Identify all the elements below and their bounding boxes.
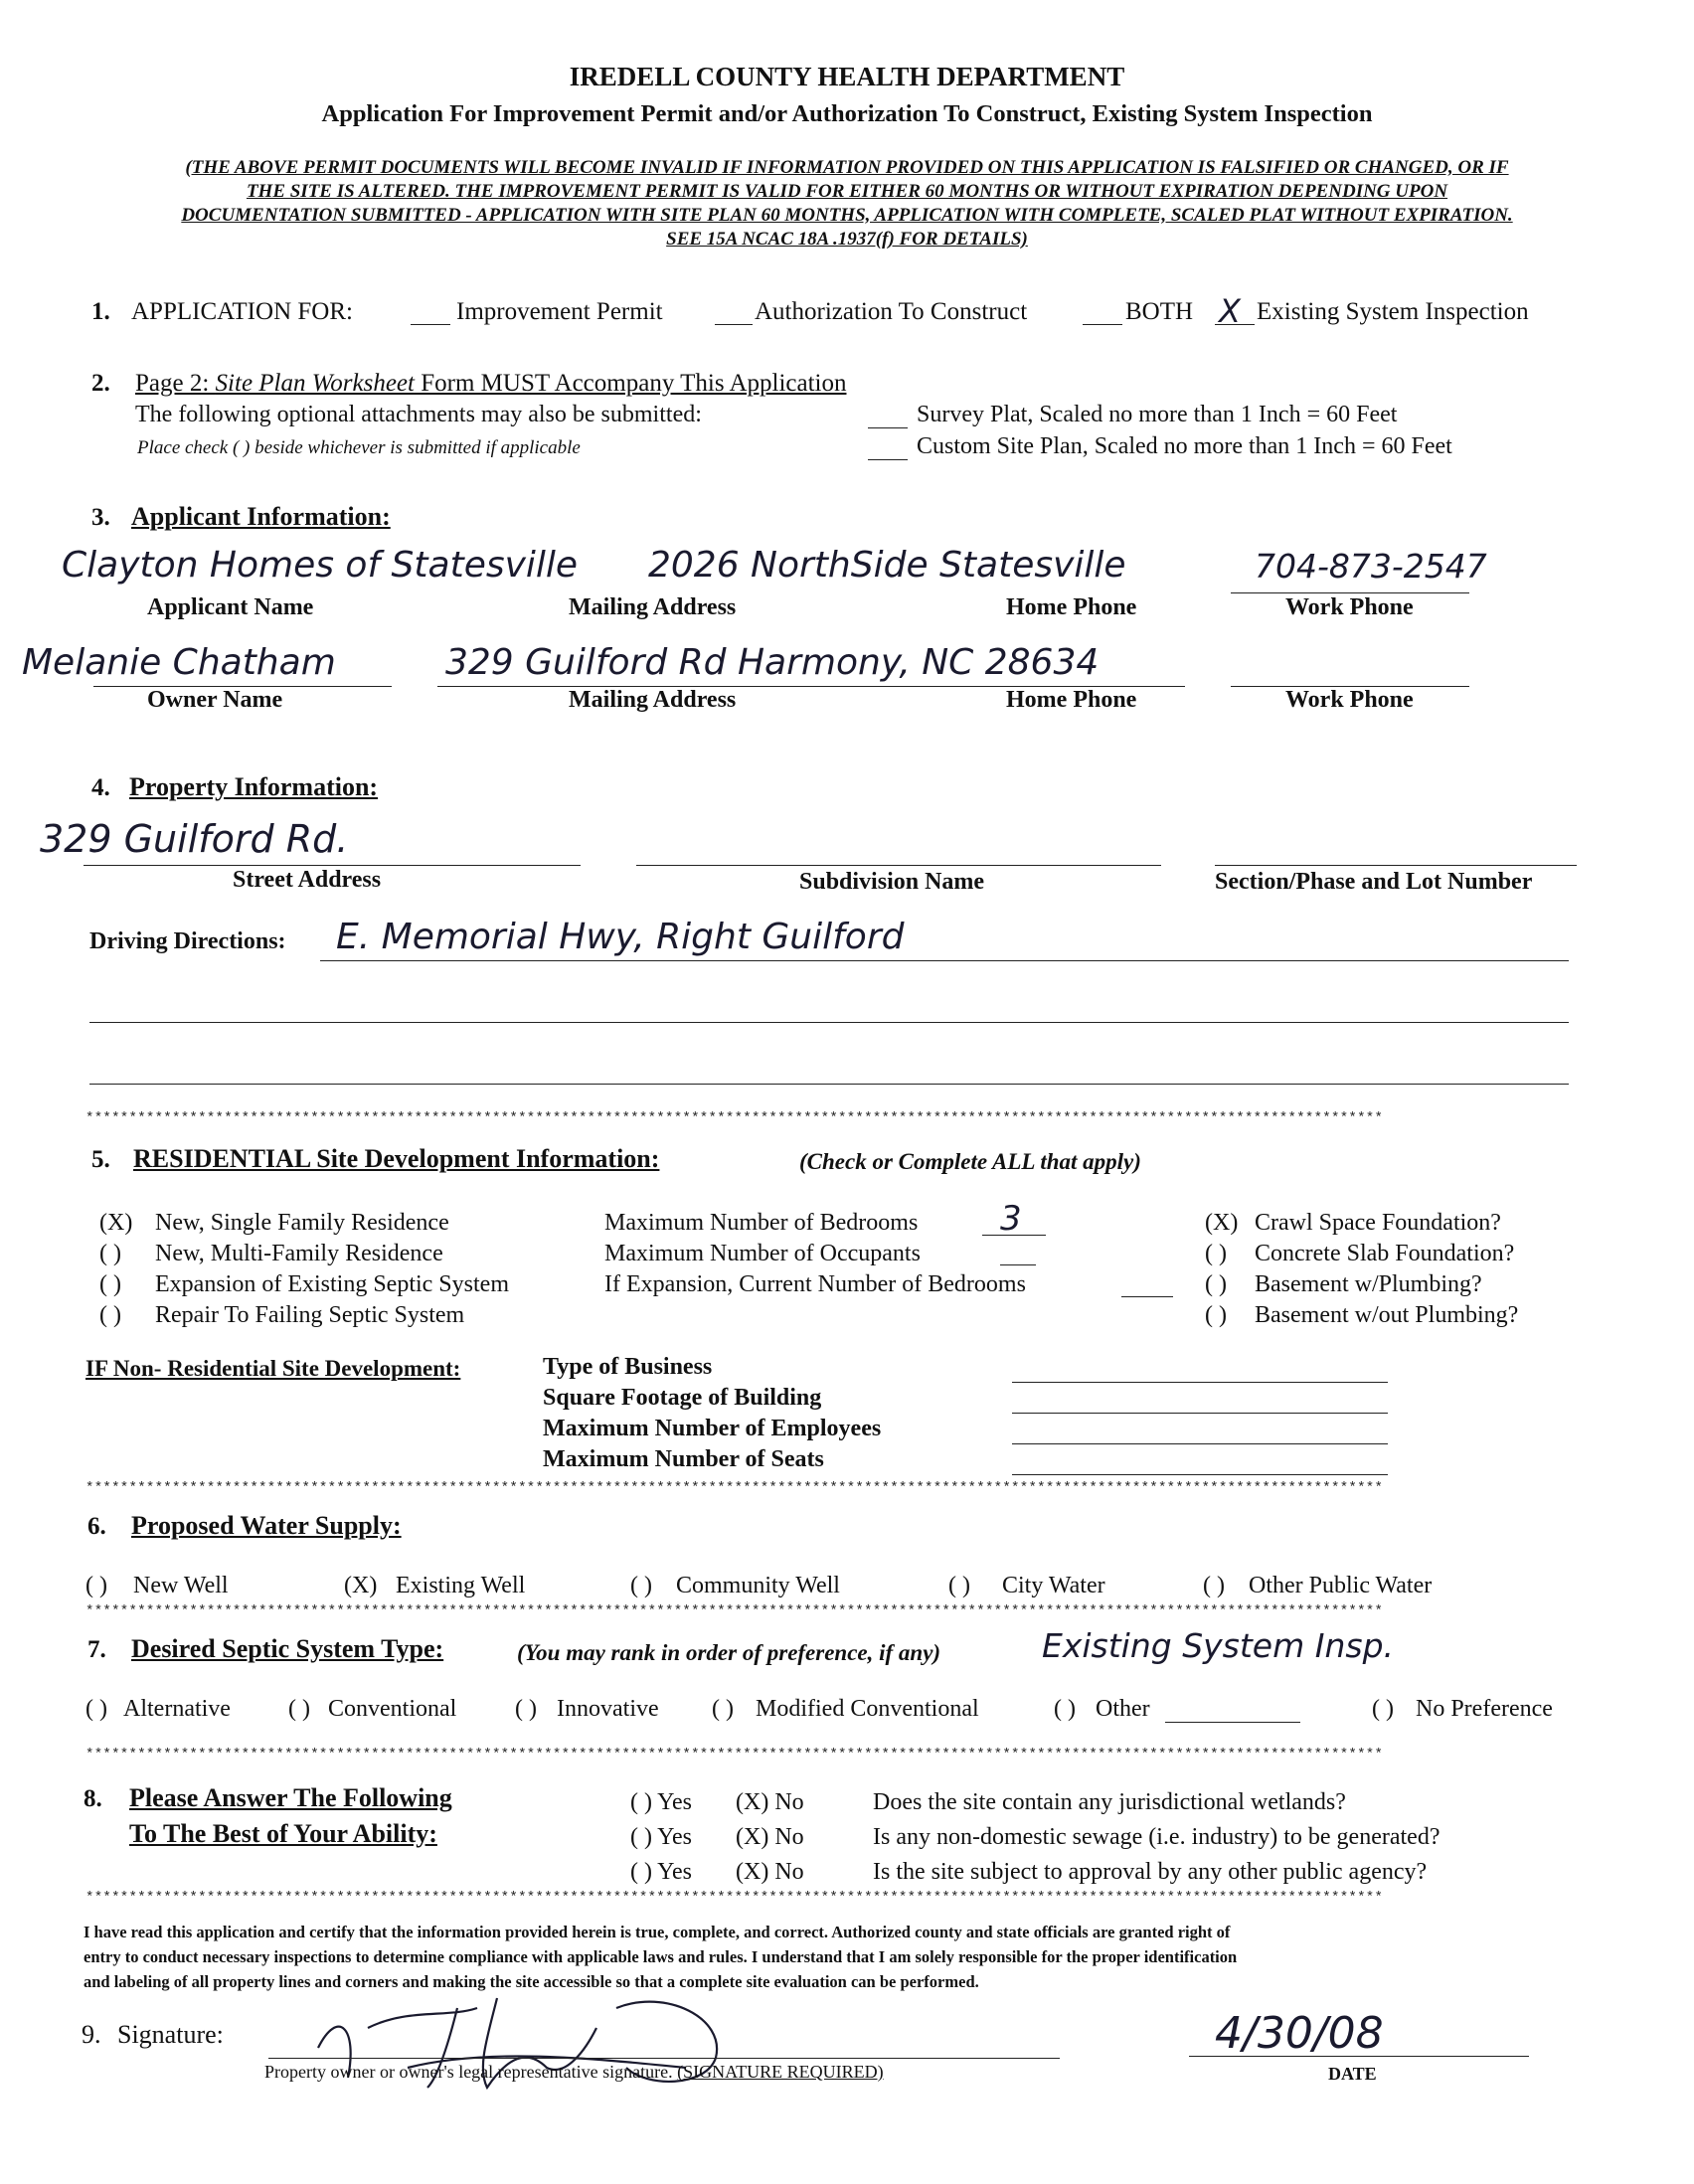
owner-address-value[interactable]: 329 Guilford Rd Harmony, NC 28634: [445, 642, 1100, 683]
agency-yes-checkbox[interactable]: ( ) Yes: [630, 1859, 693, 1885]
max-occupants-label: Maximum Number of Occupants: [604, 1241, 921, 1266]
expansion-checkbox[interactable]: ( ): [99, 1271, 121, 1297]
basement-plumbing-checkbox[interactable]: ( ): [1205, 1271, 1227, 1297]
modified-conventional-checkbox[interactable]: ( ): [712, 1696, 734, 1722]
owner-work-phone-label: Work Phone: [1285, 687, 1414, 713]
conventional-checkbox[interactable]: ( ): [288, 1696, 310, 1722]
sewage-yes-checkbox[interactable]: ( ) Yes: [630, 1824, 693, 1850]
max-bedrooms-value[interactable]: 3: [1000, 1199, 1022, 1239]
conventional-label: Conventional: [328, 1696, 457, 1722]
street-address-label: Street Address: [233, 867, 382, 893]
authorization-label: Authorization To Construct: [755, 298, 1028, 325]
community-well-checkbox[interactable]: ( ): [630, 1573, 652, 1598]
date-label: DATE: [1328, 2064, 1377, 2084]
wetlands-no-checkbox[interactable]: (X) No: [736, 1789, 804, 1815]
separator: ******************************************************************************************************************************************************: [85, 1891, 1384, 1905]
concrete-slab-checkbox[interactable]: ( ): [1205, 1241, 1227, 1266]
section-number: 9.: [82, 2020, 101, 2049]
optional-attachments-text: The following optional attachments may also be submitted:: [135, 402, 702, 427]
home-phone-label: Home Phone: [1006, 594, 1137, 620]
section-lot-line[interactable]: [1215, 865, 1577, 866]
max-bedrooms-line: [982, 1235, 1046, 1236]
section-number: 3.: [91, 504, 110, 531]
max-occupants-line[interactable]: [1000, 1264, 1036, 1265]
property-information-title: Property Information:: [129, 772, 379, 801]
community-well-label: Community Well: [676, 1573, 840, 1598]
square-footage-label: Square Footage of Building: [543, 1385, 822, 1411]
section-number: 5.: [91, 1146, 110, 1173]
questions-title-2: To The Best of Your Ability:: [129, 1819, 437, 1848]
new-well-checkbox[interactable]: ( ): [85, 1573, 107, 1598]
disclaimer-line: DOCUMENTATION SUBMITTED - APPLICATION WITH SITE PLAN 60 MONTHS, APPLICATION WITH COMPLETE, SCALED PLAT WITHOUT EXPIRATION.: [181, 205, 1513, 226]
max-seats-label: Maximum Number of Seats: [543, 1446, 824, 1472]
section-number: 6.: [87, 1513, 106, 1540]
site-plan-prefix: Page 2:: [135, 370, 216, 397]
basement-no-plumbing-checkbox[interactable]: ( ): [1205, 1302, 1227, 1328]
no-preference-checkbox[interactable]: ( ): [1372, 1696, 1394, 1722]
multi-family-label: New, Multi-Family Residence: [155, 1241, 443, 1266]
basement-no-plumbing-label: Basement w/out Plumbing?: [1255, 1302, 1519, 1328]
applicant-name-value[interactable]: Clayton Homes of Statesville: [62, 545, 579, 586]
current-bedrooms-label: If Expansion, Current Number of Bedrooms: [604, 1271, 1026, 1297]
agency-no-checkbox[interactable]: (X) No: [736, 1859, 804, 1885]
section-number: 4.: [91, 774, 110, 801]
existing-well-checkbox[interactable]: (X): [344, 1573, 378, 1598]
max-seats-line[interactable]: [1012, 1474, 1388, 1475]
existing-system-label: Existing System Inspection: [1257, 298, 1529, 325]
subdivision-line[interactable]: [636, 865, 1161, 866]
certification-line: entry to conduct necessary inspections to determine compliance with applicable laws and rules. I understand that I am solely responsible for the proper identification: [84, 1947, 1238, 1966]
certification-line: I have read this application and certify that the information provided herein is true, complete, and correct. Authorized county and state officials are granted right of: [84, 1923, 1231, 1941]
other-public-water-label: Other Public Water: [1249, 1573, 1433, 1598]
type-of-business-label: Type of Business: [543, 1354, 713, 1380]
multi-family-checkbox[interactable]: ( ): [99, 1241, 121, 1266]
current-bedrooms-line[interactable]: [1121, 1296, 1173, 1297]
street-address-line: [84, 865, 581, 866]
signature-label: Signature:: [117, 2020, 224, 2049]
disclaimer-line: SEE 15A NCAC 18A .1937(f) FOR DETAILS): [666, 229, 1028, 250]
max-bedrooms-label: Maximum Number of Bedrooms: [604, 1210, 919, 1236]
other-septic-label: Other: [1096, 1696, 1150, 1722]
crawl-space-label: Crawl Space Foundation?: [1255, 1210, 1501, 1236]
single-family-label: New, Single Family Residence: [155, 1210, 449, 1236]
site-plan-worksheet: Site Plan Worksheet: [215, 370, 415, 397]
section-number: 1.: [91, 298, 110, 325]
expansion-label: Expansion of Existing Septic System: [155, 1271, 509, 1297]
section-number: 7.: [87, 1636, 106, 1663]
type-of-business-line[interactable]: [1012, 1382, 1388, 1383]
repair-label: Repair To Failing Septic System: [155, 1302, 465, 1328]
agency-question: Is the site subject to approval by any other public agency?: [873, 1859, 1428, 1885]
driving-directions-label: Driving Directions:: [89, 928, 286, 954]
owner-name-label: Owner Name: [147, 687, 283, 713]
directions-line-2[interactable]: [89, 1022, 1569, 1023]
applicant-address-value[interactable]: 2026 NorthSide Statesville: [648, 545, 1126, 586]
site-plan-requirement: [135, 370, 846, 398]
applicant-name-label: Applicant Name: [147, 594, 314, 620]
alternative-label: Alternative: [123, 1696, 231, 1722]
repair-checkbox[interactable]: ( ): [99, 1302, 121, 1328]
section-number: 8.: [84, 1785, 102, 1812]
mailing-address-label: Mailing Address: [569, 594, 737, 620]
signature-line[interactable]: [268, 2058, 1060, 2059]
subdivision-label: Subdivision Name: [799, 869, 985, 895]
non-residential-label: IF Non- Residential Site Development:: [85, 1356, 461, 1381]
separator: ******************************************************************************************************************************************************: [85, 1748, 1384, 1762]
square-footage-line[interactable]: [1012, 1413, 1388, 1414]
work-phone-label: Work Phone: [1285, 594, 1414, 620]
signature-caption: [264, 2062, 884, 2083]
wetlands-question: Does the site contain any jurisdictional wetlands?: [873, 1789, 1346, 1815]
new-well-label: New Well: [133, 1573, 229, 1598]
street-address-value[interactable]: 329 Guilford Rd.: [40, 817, 349, 861]
both-checkbox-line[interactable]: [1083, 324, 1122, 325]
innovative-checkbox[interactable]: ( ): [515, 1696, 537, 1722]
other-septic-checkbox[interactable]: ( ): [1054, 1696, 1076, 1722]
form-subtitle: Application For Improvement Permit and/or Authorization To Construct, Existing System Inspection: [321, 100, 1373, 127]
owner-name-value[interactable]: Melanie Chatham: [22, 642, 336, 683]
max-employees-line[interactable]: [1012, 1443, 1388, 1444]
directions-line-3[interactable]: [89, 1084, 1569, 1085]
section-number: 2.: [91, 370, 110, 397]
alternative-checkbox[interactable]: ( ): [85, 1696, 107, 1722]
work-phone-line: [1231, 592, 1469, 593]
separator: ******************************************************************************************************************************************************: [85, 1111, 1384, 1125]
concrete-slab-label: Concrete Slab Foundation?: [1255, 1241, 1515, 1266]
other-septic-line[interactable]: [1165, 1722, 1300, 1723]
water-supply-title: Proposed Water Supply:: [131, 1511, 402, 1540]
max-employees-label: Maximum Number of Employees: [543, 1416, 882, 1441]
other-public-water-checkbox[interactable]: ( ): [1203, 1573, 1225, 1598]
city-water-checkbox[interactable]: ( ): [948, 1573, 970, 1598]
improvement-permit-label: Improvement Permit: [456, 298, 663, 325]
authorization-checkbox-line[interactable]: [715, 324, 753, 325]
certification-line: and labeling of all property lines and corners and making the site accessible so that a complete site evaluation can be performed.: [84, 1972, 979, 1991]
form-title: IREDELL COUNTY HEALTH DEPARTMENT: [569, 62, 1125, 91]
existing-well-label: Existing Well: [396, 1573, 526, 1598]
improvement-permit-checkbox-line[interactable]: [411, 324, 450, 325]
survey-plat-label: Survey Plat, Scaled no more than 1 Inch = 60 Feet: [917, 402, 1398, 427]
separator: ******************************************************************************************************************************************************: [85, 1604, 1384, 1618]
septic-type-title: Desired Septic System Type:: [131, 1634, 444, 1663]
driving-directions-value[interactable]: E. Memorial Hwy, Right Guilford: [336, 917, 905, 957]
both-label: BOTH: [1125, 298, 1194, 325]
residential-title: RESIDENTIAL Site Development Information:: [133, 1144, 660, 1173]
applicant-information-title: Applicant Information:: [131, 502, 391, 531]
innovative-label: Innovative: [557, 1696, 659, 1722]
application-for-label: APPLICATION FOR:: [131, 298, 353, 325]
septic-type-note: (You may rank in order of preference, if any): [517, 1640, 941, 1665]
sewage-question: Is any non-domestic sewage (i.e. industry) to be generated?: [873, 1824, 1440, 1850]
basement-plumbing-label: Basement w/Plumbing?: [1255, 1271, 1482, 1297]
single-family-checkbox[interactable]: (X): [99, 1210, 133, 1236]
city-water-label: City Water: [1002, 1573, 1105, 1598]
crawl-space-checkbox[interactable]: (X): [1205, 1210, 1239, 1236]
no-preference-label: No Preference: [1416, 1696, 1553, 1722]
residential-note: (Check or Complete ALL that apply): [799, 1149, 1141, 1174]
survey-plat-checkbox-line[interactable]: [868, 427, 908, 428]
owner-mailing-address-label: Mailing Address: [569, 687, 737, 713]
place-check-note: Place check ( ) beside whichever is submitted if applicable: [137, 437, 581, 458]
date-line: [1189, 2056, 1529, 2057]
septic-type-handwritten[interactable]: Existing System Insp.: [1042, 1626, 1395, 1665]
applicant-work-phone-value[interactable]: 704-873-2547: [1255, 547, 1487, 586]
section-lot-label: Section/Phase and Lot Number: [1215, 869, 1533, 895]
existing-system-check-mark: X: [1219, 292, 1241, 330]
disclaimer-line: THE SITE IS ALTERED. THE IMPROVEMENT PERMIT IS VALID FOR EITHER 60 MONTHS OR WITHOUT EXPIRATION DEPENDING UPON: [246, 181, 1448, 202]
custom-site-plan-checkbox-line[interactable]: [868, 459, 908, 460]
signature-required-text: (SIGNATURE REQUIRED): [677, 2062, 884, 2082]
wetlands-yes-checkbox[interactable]: ( ) Yes: [630, 1789, 693, 1815]
disclaimer-line: (THE ABOVE PERMIT DOCUMENTS WILL BECOME INVALID IF INFORMATION PROVIDED ON THIS APPLICATION IS FALSIFIED OR CHANGED, OR IF: [185, 157, 1509, 178]
date-value[interactable]: 4/30/08: [1215, 2008, 1384, 2059]
sewage-no-checkbox[interactable]: (X) No: [736, 1824, 804, 1850]
questions-title-1: Please Answer The Following: [129, 1783, 452, 1812]
owner-home-phone-label: Home Phone: [1006, 687, 1137, 713]
signature-caption-text: Property owner or owner's legal representative signature.: [264, 2062, 673, 2082]
custom-site-plan-label: Custom Site Plan, Scaled no more than 1 Inch = 60 Feet: [917, 433, 1452, 459]
site-plan-suffix: Form MUST Accompany This Application: [414, 370, 847, 397]
modified-conventional-label: Modified Conventional: [756, 1696, 979, 1722]
separator: ******************************************************************************************************************************************************: [85, 1481, 1384, 1495]
directions-line-1: [320, 960, 1569, 961]
